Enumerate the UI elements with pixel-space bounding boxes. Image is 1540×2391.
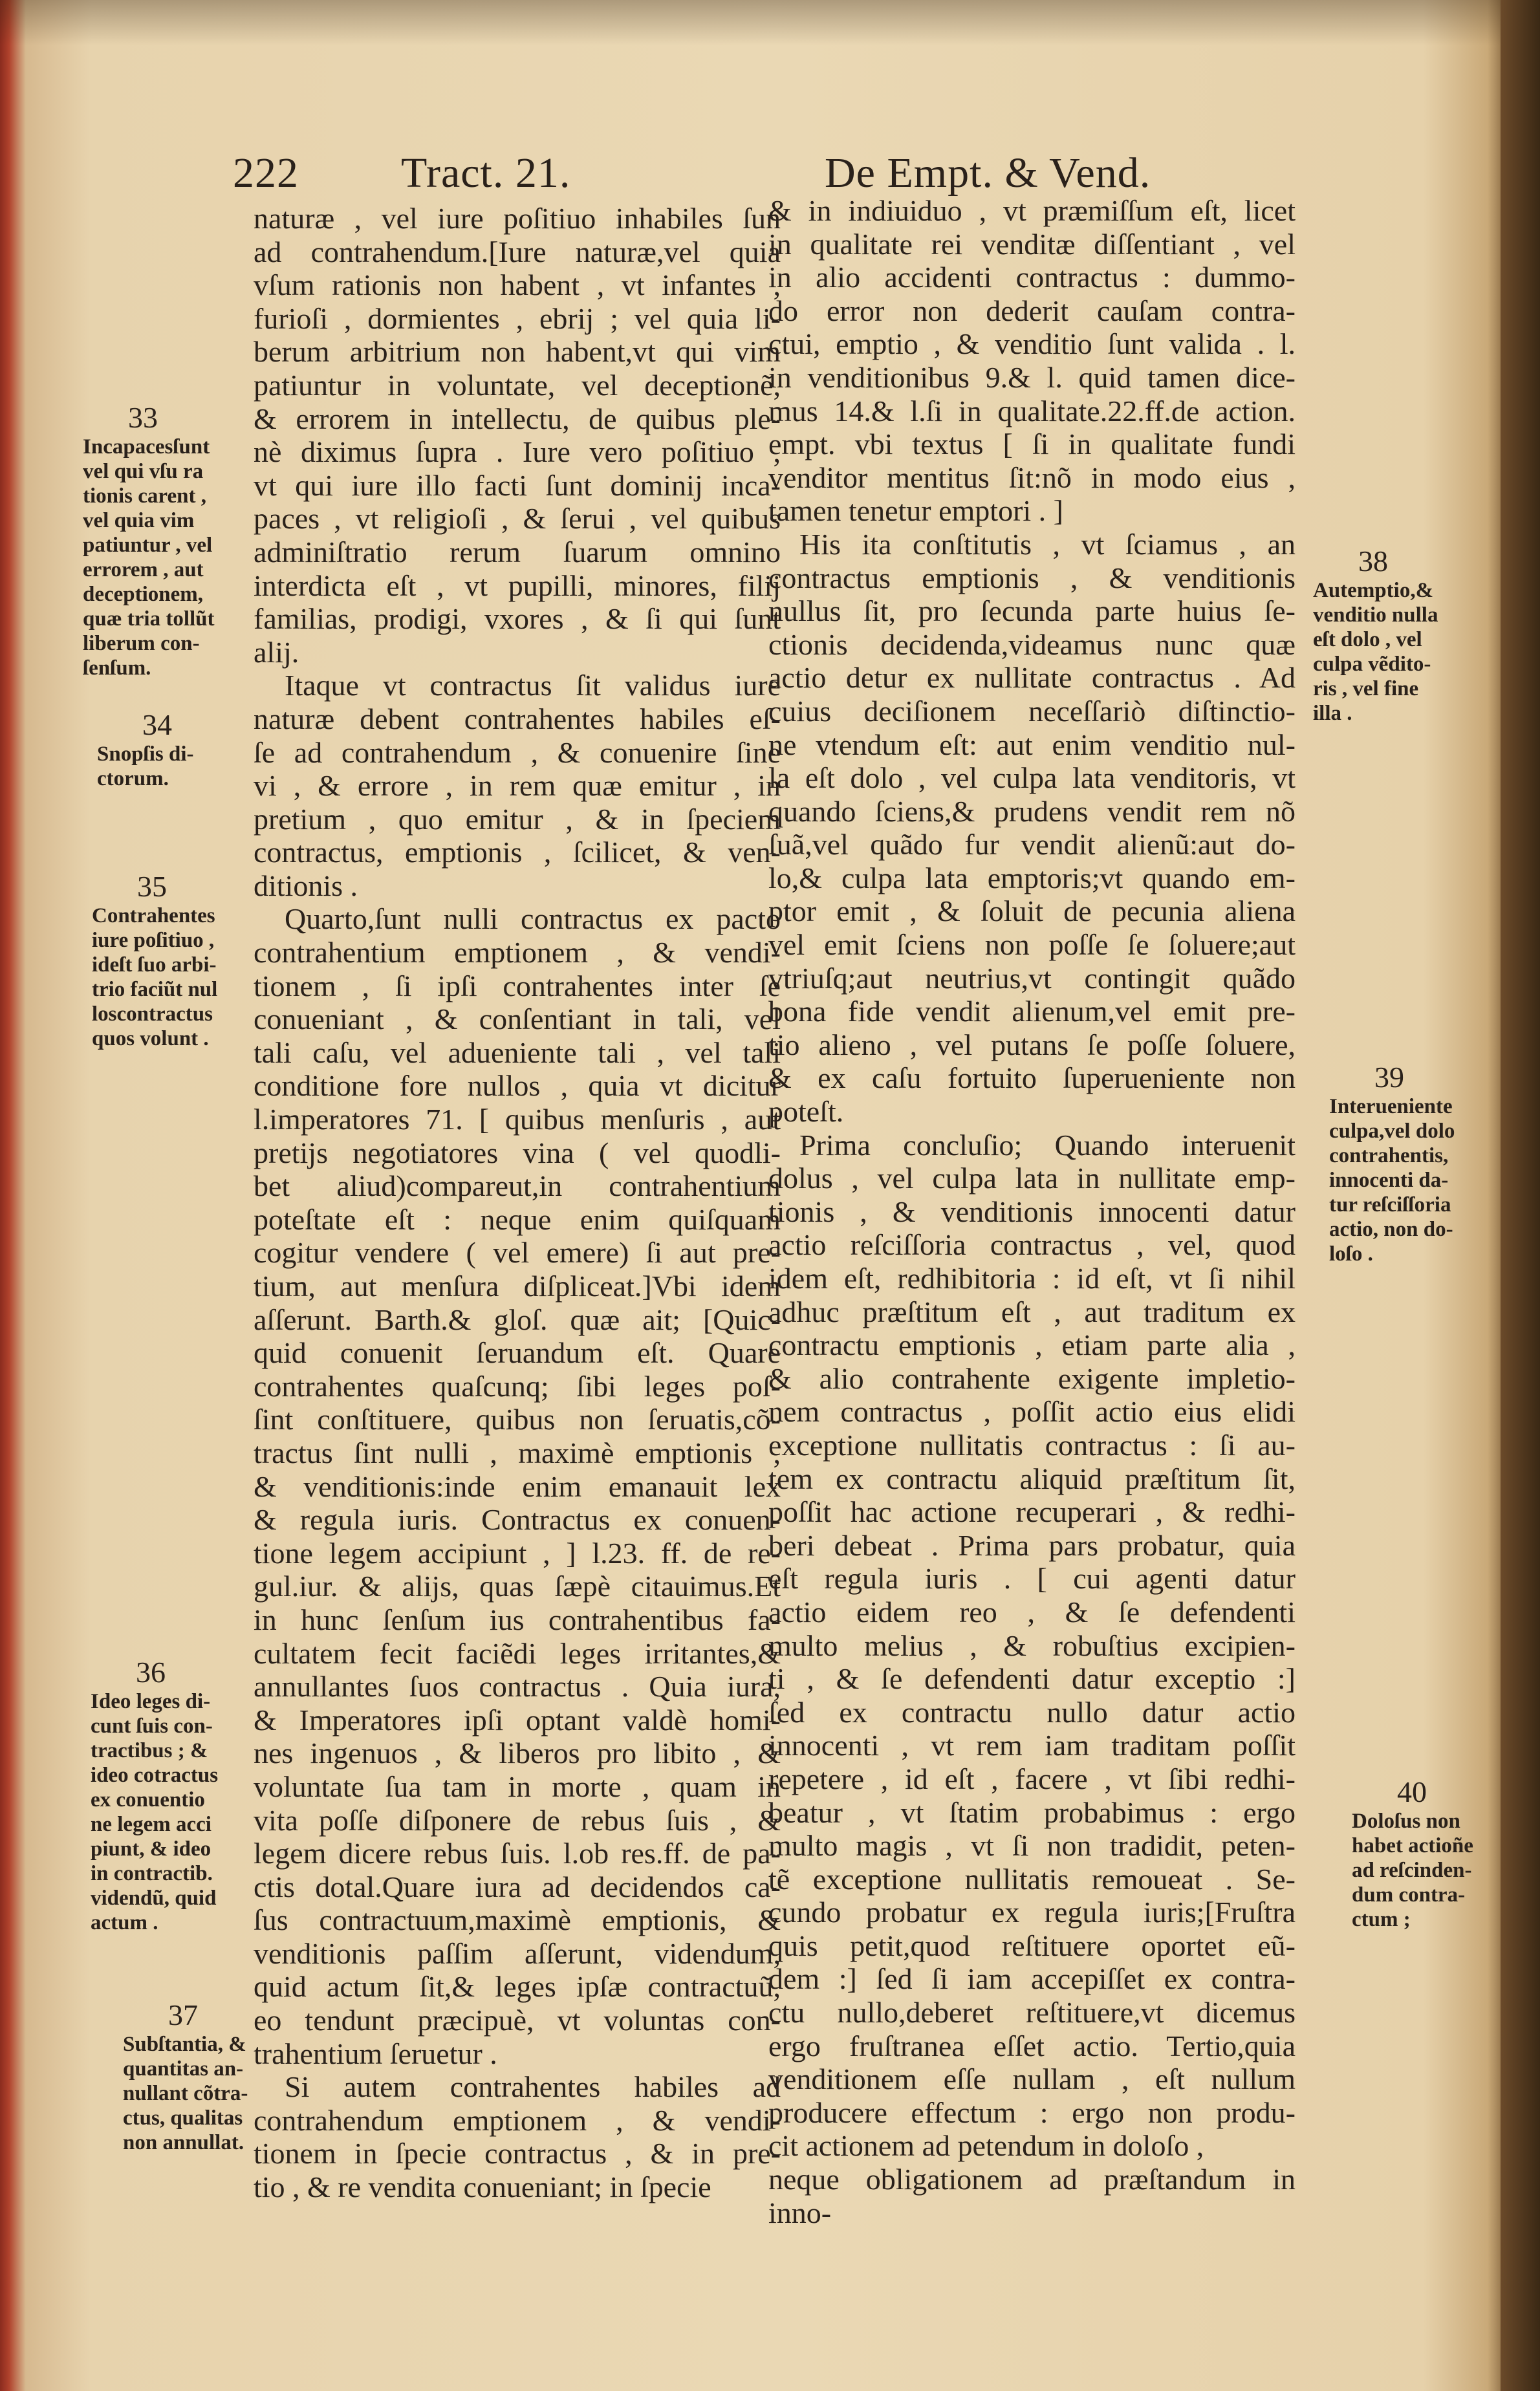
text-line: ſint conſtituere, quibus non ſeruatis,cõ-	[254, 1403, 781, 1436]
text-line: nè diximus ſupra . Iure vero poſitiuo ,	[254, 435, 781, 469]
text-line: venditionis paſſim aſſerunt, videndum,	[254, 1936, 781, 1970]
text-line: pretijs negotiatores vina ( vel quodli-	[254, 1136, 781, 1169]
text-line: la eſt dolo , vel culpa lata venditoris, vt	[768, 761, 1296, 795]
margin-note-number: 38	[1358, 545, 1388, 578]
text-line: neque obligationem ad præſtandum in	[768, 2163, 1296, 2196]
text-line: & venditionis:inde enim emanauit lex	[254, 1469, 781, 1503]
margin-note-line: quos volunt .	[92, 1027, 209, 1050]
text-line: ſe ad contrahendum , & conuenire ſine	[254, 735, 781, 769]
text-line: vt qui iure illo facti ſunt dominij inca-	[254, 468, 781, 502]
margin-note-line: Ideo leges di-	[91, 1690, 211, 1713]
margin-note-line: culpa vẽdito-	[1313, 653, 1431, 676]
left-text-column	[254, 202, 781, 2204]
text-line: ad contrahendum.[Iure naturæ,vel quia	[254, 235, 781, 268]
text-line: annullantes ſuos contractus . Quia iura,	[254, 1670, 781, 1704]
text-line: gul.iur. & alijs, quas ſæpè citauimus.Et	[254, 1570, 781, 1603]
margin-note-line: tractibus ; &	[91, 1739, 208, 1762]
adjacent-page-edge	[1501, 0, 1540, 2391]
text-line: & regula iuris. Contractus ex conuen-	[254, 1503, 781, 1537]
margin-note-number: 40	[1397, 1775, 1427, 1808]
text-line: cundo probatur ex regula iuris;[Fruſtra	[768, 1896, 1296, 1929]
text-line: alij.	[254, 635, 299, 669]
text-line: vel emit ſciens non poſſe ſe ſoluere;aut	[768, 928, 1296, 962]
text-line: naturæ debent contrahentes habiles eſ-	[254, 702, 781, 735]
margin-note-line: ctorum.	[97, 767, 169, 790]
margin-note-line: ne legem acci	[91, 1813, 211, 1836]
text-line: cultatem fecit faciẽdi leges irritantes,&	[254, 1636, 781, 1670]
margin-note-line: videndũ, quid	[91, 1887, 217, 1910]
text-line: tione legem accipiunt , ] l.23. ff. de re-	[254, 1536, 781, 1570]
text-line: exceptione nullitatis contractus : ſi au-	[768, 1428, 1296, 1462]
margin-note-line: actio, non do-	[1329, 1218, 1453, 1241]
text-line: multo melius , & robuſtius excipien-	[768, 1628, 1296, 1662]
margin-note-line: cunt ſuis con-	[91, 1715, 213, 1738]
text-line: vtriuſq;aut neutrius,vt contingit quãdo	[768, 961, 1296, 995]
top-shadow	[0, 0, 1540, 45]
margin-note-line: ideo cotractus	[91, 1764, 219, 1787]
margin-note-line: ex conuentio	[91, 1788, 205, 1812]
text-line: poteſtate eſt : neque enim quiſquam	[254, 1202, 781, 1236]
text-line: tionem , ſi ipſi contrahentes inter ſe	[254, 969, 781, 1002]
text-line: naturæ , vel iure poſitiuo inhabiles ſun	[254, 202, 781, 235]
margin-note-line: loscontractus	[92, 1002, 213, 1026]
text-line: furioſi , dormientes , ebrij ; vel quia li-	[254, 301, 781, 335]
text-line: tionem in ſpecie contractus , & in pre-	[254, 2137, 781, 2170]
text-line: Itaque vt contractus ſit validus iure	[285, 669, 781, 702]
text-line: & alio contrahente exigente impletio-	[768, 1361, 1296, 1395]
margin-note-line: actum .	[91, 1911, 158, 1934]
text-line: & ex caſu fortuito ſuperueniente non	[768, 1061, 1296, 1095]
text-line: adminiſtratio rerum ſuarum omnino	[254, 535, 781, 568]
text-line: Si autem contrahentes habiles ad	[285, 2070, 781, 2104]
margin-note	[92, 870, 217, 1051]
text-line: dem :] ſed ſi iam accepiſſet ex contra-	[768, 1962, 1296, 1996]
text-line: dolus , vel culpa lata in nullitate emp-	[768, 1162, 1296, 1195]
text-line: quis petit,quod reſtituere oportet eũ-	[768, 1929, 1296, 1962]
text-line: bona fide vendit alienum,vel emit pre-	[768, 995, 1296, 1028]
text-line: nullus ſit, pro ſecunda parte huius ſe-	[768, 594, 1296, 628]
margin-note-line: piunt, & ideo	[91, 1837, 211, 1861]
text-line: do error non dederit cauſam contra-	[768, 294, 1296, 327]
text-line: l.imperatores 71. [ quibus menſuris , aut	[254, 1103, 781, 1136]
text-line: aſſerunt. Barth.& gloſ. quæ ait; [Quic-	[254, 1303, 781, 1336]
text-line: pretium , quo emitur , & in ſpeciem	[254, 802, 781, 836]
margin-note-number: 37	[168, 1998, 198, 2031]
text-line: tractus ſint nulli , maximè emptionis ,	[254, 1436, 781, 1469]
text-line: eo tendunt præcipuè, vt voluntas con-	[254, 2004, 781, 2037]
text-line: berum arbitrium non habent,vt qui vim	[254, 335, 781, 369]
text-line: Quarto,ſunt nulli contractus ex pacto	[285, 902, 781, 936]
margin-note-line: vel qui vſu ra	[83, 460, 204, 483]
text-line: voluntate ſua tam in morte , quam in	[254, 1769, 781, 1803]
margin-note-line: contrahentis,	[1329, 1144, 1449, 1167]
text-line: & Imperatores ipſi optant valdè homi-	[254, 1703, 781, 1736]
margin-note-line: patiuntur , vel	[83, 534, 213, 557]
text-line: contrahentes quaſcunq; ſibi leges poſ-	[254, 1369, 781, 1403]
text-line: tium, aut menſura diſpliceat.]Vbi idem	[254, 1270, 781, 1303]
text-line: paces , vt religioſi , & ſerui , vel quibus	[254, 502, 781, 536]
text-line: nem contractus , poſſit actio eius elidi	[768, 1395, 1296, 1429]
text-line: cogitur vendere ( vel emere) ſi aut pre-	[254, 1236, 781, 1270]
text-line: poſſit hac actione recuperari , & redhi-	[768, 1495, 1296, 1529]
margin-note-line: ctum ;	[1352, 1908, 1411, 1931]
margin-note-line: quæ tria tollũt	[83, 607, 215, 631]
text-line: contractu emptionis , etiam parte alia ,	[768, 1328, 1296, 1362]
text-line: bet aliud)compareut,in contrahentium	[254, 1169, 781, 1203]
margin-note-line: ad reſcinden-	[1352, 1859, 1472, 1882]
text-line: actio detur ex nullitate contractus . Ad	[768, 661, 1296, 695]
text-line: ctionis decidenda,videamus nunc quæ	[768, 627, 1296, 661]
text-line: eſt regula iuris . [ cui agenti datur	[768, 1562, 1296, 1596]
margin-note-line: eſt dolo , vel	[1313, 628, 1422, 651]
text-line: tali caſu, vel adueniente tali , vel tali	[254, 1035, 781, 1069]
text-line: innocenti , vt rem iam traditam poſſit	[768, 1729, 1296, 1762]
text-line: interdicta eſt , vt pupilli, minores, filij	[254, 568, 781, 602]
margin-note	[97, 708, 194, 791]
text-line: ſuã,vel quãdo fur vendit alienũ:aut do-	[768, 828, 1296, 861]
text-line: Prima concluſio; Quando interuenit	[799, 1128, 1296, 1162]
margin-note-line: Subſtantia, &	[123, 2033, 246, 2056]
margin-note-line: Incapacesſunt	[83, 435, 210, 459]
margin-note	[1329, 1061, 1455, 1266]
text-line: ſed ex contractu nullo datur actio	[768, 1695, 1296, 1729]
margin-note-number: 33	[128, 401, 158, 434]
text-line: ditionis .	[254, 869, 358, 902]
text-line: vſum rationis non habent , vt infantes ,	[254, 268, 781, 302]
text-line: patiuntur in voluntate, vel deceptionẽ,	[254, 368, 781, 402]
text-line: ctu nullo,deberet reſtituere,vt dicemus	[768, 1996, 1296, 2029]
margin-note-line: ideſt ſuo arbi-	[92, 953, 217, 977]
text-line: ctis dotal.Quare iura ad decidendos ca-	[254, 1870, 781, 1903]
text-line: His ita conſtitutis , vt ſciamus , an	[799, 527, 1296, 561]
margin-note-line: venditio nulla	[1313, 603, 1438, 627]
text-line: idem eſt, redhibitoria : id eſt, vt ſi nihil	[768, 1262, 1296, 1295]
text-line: contractus emptionis , & venditionis	[768, 561, 1296, 594]
margin-note	[91, 1656, 218, 1935]
text-line: contrahentium emptionem , & vendi-	[254, 936, 781, 969]
margin-note-number: 39	[1374, 1061, 1404, 1094]
margin-note-line: errorem , aut	[83, 558, 204, 581]
text-line: beri debeat . Prima pars probatur, quia	[768, 1528, 1296, 1562]
text-line: producere effectum : ergo non produ-	[768, 2095, 1296, 2129]
text-line: cit actionem ad petendum in doloſo ,	[768, 2129, 1204, 2163]
margin-note-line: tionis carent ,	[83, 484, 206, 508]
text-line: conditione fore nullos , quia vt dicitur	[254, 1069, 781, 1103]
text-line: tem ex contractu aliquid præſtitum ſit,	[768, 1462, 1296, 1495]
text-line: nes ingenuos , & liberos pro libito , &	[254, 1736, 781, 1770]
text-line: trahentium ſeruetur .	[254, 2037, 497, 2070]
margin-note-number: 36	[136, 1656, 166, 1689]
text-line: in qualitate rei venditæ diſſentiant , vel	[768, 227, 1296, 261]
text-line: tio , & re vendita conueniant; in ſpecie	[254, 2170, 711, 2204]
text-line: ne vtendum eſt: aut enim venditio nul-	[768, 728, 1296, 761]
text-line: vita poſſe diſponere de rebus ſuis , &	[254, 1803, 781, 1837]
margin-note-line: quantitas an-	[123, 2057, 244, 2081]
margin-note-line: Interueniente	[1329, 1095, 1453, 1118]
right-text-column	[768, 194, 1296, 2229]
text-line: tamen tenetur emptori . ]	[768, 494, 1064, 528]
text-line: tionis , & venditionis innocenti datur	[768, 1195, 1296, 1228]
text-line: in venditionibus 9.& l. quid tamen dice-	[768, 360, 1296, 394]
margin-note-line: loſo .	[1329, 1242, 1373, 1266]
text-line: inno-	[768, 2196, 832, 2229]
text-line: ctui, emptio , & venditio ſunt valida . l.	[768, 327, 1296, 361]
text-line: tio alieno , vel putans ſe poſſe ſoluere,	[768, 1028, 1296, 1061]
margin-note-line: nullant cõtra-	[123, 2082, 248, 2105]
margin-note	[83, 401, 215, 680]
text-line: contractus, emptionis , ſcilicet, & ven-	[254, 836, 781, 869]
text-line: familias, prodigi, vxores , & ſi qui ſunt	[254, 602, 781, 636]
text-line: mus 14.& l.ſi in qualitate.22.ff.de action.	[768, 394, 1296, 427]
text-line: venditor mentitus ſit:nõ in modo eius ,	[768, 460, 1296, 494]
margin-note-line: innocenti da-	[1329, 1169, 1449, 1192]
margin-note-line: Doloſus non	[1352, 1810, 1460, 1833]
margin-note-line: Autemptio,&	[1313, 579, 1434, 602]
margin-note-line: non annullat.	[123, 2131, 244, 2154]
text-line: quando ſciens,& prudens vendit rem nõ	[768, 794, 1296, 828]
text-line: ergo fruſtranea eſſet actio. Tertio,quia	[768, 2029, 1296, 2062]
text-line: ti , & ſe defendenti datur exceptio :]	[768, 1662, 1296, 1696]
running-head-treatise: Tract. 21.	[401, 149, 571, 197]
text-line: quid actum ſit,& leges ipſæ contractuũ,	[254, 1970, 781, 2004]
text-line: legem dicere rebus ſuis. l.ob res.ff. de pa-	[254, 1837, 781, 1870]
margin-note-line: ctus, qualitas	[123, 2106, 243, 2130]
margin-note	[1352, 1775, 1473, 1932]
text-line: poteſt.	[768, 1095, 844, 1129]
margin-note-line: ſenſum.	[83, 656, 151, 680]
margin-note	[1313, 545, 1438, 726]
text-line: in alio accidenti contractus : dummo-	[768, 261, 1296, 294]
text-line: ſus contractuum,maximè emptionis, &	[254, 1903, 781, 1937]
text-line: multo magis , vt ſi non tradidit, peten-	[768, 1829, 1296, 1863]
text-line: repetere , id eſt , facere , vt ſibi redhi-	[768, 1762, 1296, 1795]
margin-note-line: trio faciũt nul	[92, 978, 218, 1001]
margin-note-line: Contrahentes	[92, 904, 215, 927]
margin-note-line: culpa,vel dolo	[1329, 1120, 1455, 1143]
margin-note-line: iure poſitiuo ,	[92, 929, 215, 952]
text-line: actio eidem reo , & ſe defendenti	[768, 1595, 1296, 1628]
text-line: actio reſciſſoria contractus , vel, quod	[768, 1228, 1296, 1262]
text-line: & errorem in intellectu, de quibus ple-	[254, 402, 781, 435]
page-number: 222	[233, 149, 299, 197]
margin-note-line: in contractib.	[91, 1862, 213, 1885]
margin-note-line: illa .	[1313, 702, 1352, 725]
text-line: in hunc ſenſum ius contrahentibus fa-	[254, 1603, 781, 1636]
text-line: cuius deciſionem neceſſariò diſtinctio-	[768, 694, 1296, 728]
text-line: ptor emit , & ſoluit de pecunia aliena	[768, 894, 1296, 928]
margin-note-line: liberum con-	[83, 632, 200, 655]
margin-note-line: habet actioñe	[1352, 1834, 1473, 1857]
text-line: & in indiuiduo , vt præmiſſum eſt, licet	[768, 194, 1296, 227]
margin-note	[123, 1998, 248, 2155]
margin-note-line: Snopſis di-	[97, 742, 194, 766]
text-line: contrahendum emptionem , & vendi-	[254, 2103, 781, 2137]
text-line: empt. vbi textus [ ſi in qualitate fundi	[768, 427, 1296, 461]
margin-note-line: tur reſciſſoria	[1329, 1193, 1451, 1217]
margin-note-line: ris , vel fine	[1313, 677, 1419, 700]
text-line: lo,& culpa lata emptoris;vt quando em-	[768, 861, 1296, 894]
margin-note-line: deceptionem,	[83, 583, 204, 606]
text-line: adhuc præſtitum eſt , aut traditum ex	[768, 1295, 1296, 1328]
margin-note-line: dum contra-	[1352, 1883, 1466, 1907]
margin-note-number: 34	[142, 708, 172, 741]
text-line: venditionem eſſe nullam , eſt nullum	[768, 2062, 1296, 2096]
text-line: beatur , vt ſtatim probabimus : ergo	[768, 1795, 1296, 1829]
margin-note-line: vel quia vim	[83, 509, 195, 532]
text-line: vi , & errore , in rem quæ emitur , in	[254, 769, 781, 803]
running-head-subject: De Empt. & Vend.	[825, 149, 1151, 197]
text-line: conueniant , & conſentiant in tali, vel	[254, 1002, 781, 1036]
text-line: tẽ exceptione nullitatis remoueat . Se-	[768, 1862, 1296, 1896]
text-line: quid conuenit ſeruandum eſt. Quare	[254, 1336, 781, 1370]
margin-note-number: 35	[137, 870, 167, 903]
